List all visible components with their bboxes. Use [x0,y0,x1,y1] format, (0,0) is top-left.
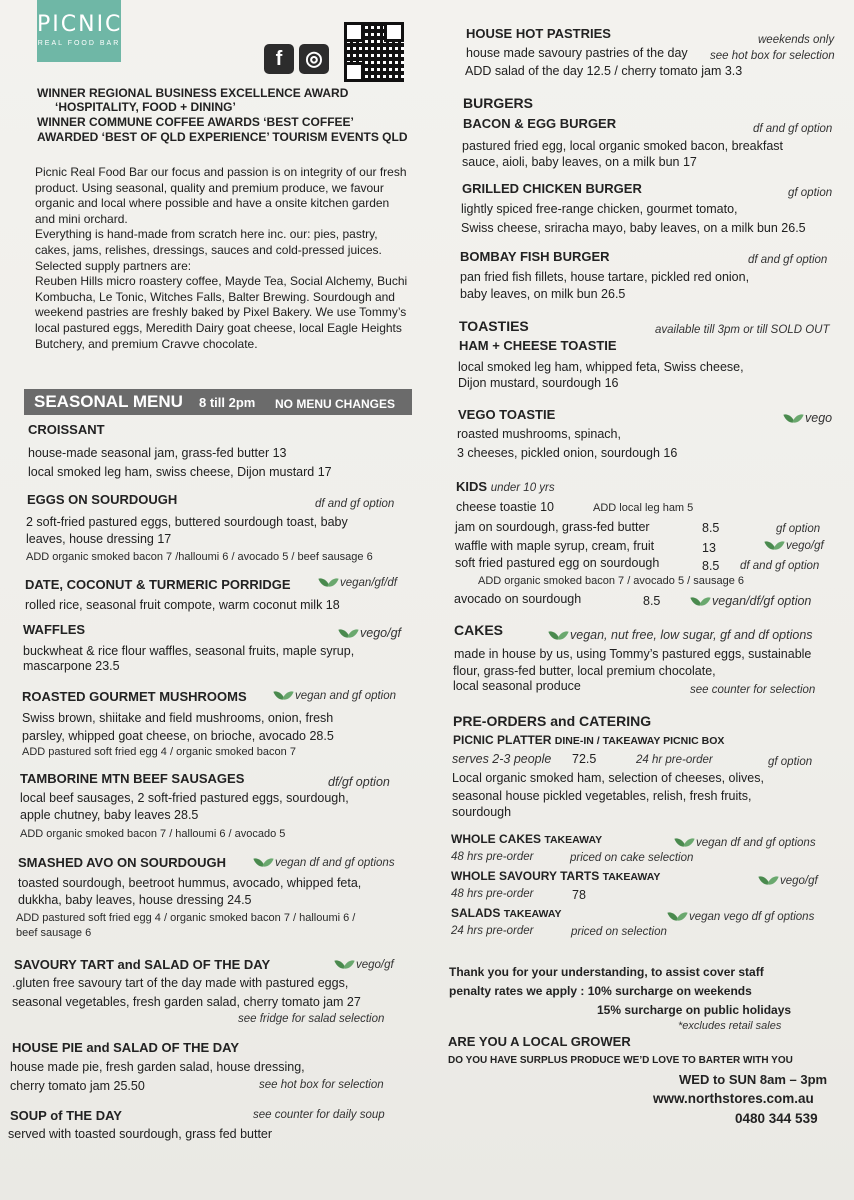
savoury-tarts-heading: WHOLE SAVOURY TARTS TAKEAWAY [451,869,661,883]
cakes-note: see counter for selection [690,684,816,696]
mushrooms-heading: ROASTED GOURMET MUSHROOMS [22,689,247,704]
chicken-burger-line-2: Swiss cheese, sriracha mayo, baby leaves, on a milk bun 26.5 [461,221,806,235]
kids-item-3-price: 13 [702,541,716,555]
porridge-heading: DATE, COCONUT & TURMERIC PORRIDGE [25,577,291,592]
notice-line-3: 15% surcharge on public holidays [597,1003,792,1017]
facebook-icon: f [264,44,294,74]
eggs-line-2: leaves, house dressing 17 [26,532,172,546]
logo-name: PICNIC [37,12,123,37]
tart-line-2: seasonal vegetables, fresh garden salad, cherry tomato jam 27 [12,995,361,1009]
kids-item-5-option: vegan/df/gf option [692,594,811,608]
vego-toastie-heading: VEGO TOASTIE [458,407,556,422]
fish-burger-heading: BOMBAY FISH BURGER [460,249,610,264]
croissant-heading: CROISSANT [28,422,105,437]
bacon-burger-heading: BACON & EGG BURGER [463,116,617,131]
savoury-tarts-price: 78 [572,888,586,902]
toasties-option: available till 3pm or till SOLD OUT [655,324,830,336]
porridge-option: vegan/gf/df [320,577,397,589]
avo-add-1: ADD pastured soft fried egg 4 / organic smoked bacon 7 / halloumi 6 / [16,912,356,924]
website-link[interactable]: www.northstores.com.au [653,1091,814,1106]
tart-line-1: .gluten free savoury tart of the day made with pastured eggs, [12,976,349,990]
whole-cakes-heading: WHOLE CAKES TAKEAWAY [451,832,603,846]
waffles-line-2: mascarpone 23.5 [23,659,120,673]
notice-line-4: *excludes retail sales [678,1020,782,1032]
salads-option: vegan vego df gf options [669,911,814,923]
croissant-line-1: house-made seasonal jam, grass-fed butter 13 [28,446,287,460]
cakes-line-2: flour, grass-fed butter, local premium chocolate, [453,664,716,678]
banner-hours: 8 till 2pm [199,395,256,410]
croissant-line-2: local smoked leg ham, swiss cheese, Dijon mustard 17 [28,465,332,479]
cakes-option: vegan, nut free, low sugar, gf and df options [550,628,813,642]
kids-item-2-option: gf option [776,523,821,535]
banner-note: NO MENU CHANGES [275,397,396,411]
waffles-option: vego/gf [340,626,401,640]
bacon-burger-line-2: sauce, aioli, baby leaves, on a milk bun 17 [462,155,697,169]
platter-line-2: seasonal house pickled vegetables, relish, fresh fruits, [452,789,752,803]
waffles-line-1: buckwheat & rice flour waffles, seasonal fruits, maple syrup, [23,644,355,658]
sausages-line-1: local beef sausages, 2 soft-fried pastured eggs, sourdough, [20,791,349,805]
cakes-heading: CAKES [454,622,504,638]
avo-heading: SMASHED AVO ON SOURDOUGH [18,855,227,870]
avo-option: vegan df and gf options [255,857,395,869]
platter-line-1: Local organic smoked ham, selection of cheeses, olives, [452,771,764,785]
burgers-heading: BURGERS [463,95,534,111]
eggs-option: df and gf option [315,498,395,510]
fish-burger-line-1: pan fried fish fillets, house tartare, pickled red onion, [460,270,750,284]
fish-burger-option: df and gf option [748,254,828,266]
tart-heading: SAVOURY TART and SALAD OF THE DAY [14,957,271,972]
chicken-burger-option: gf option [788,187,833,199]
tart-note: see fridge for salad selection [238,1013,385,1025]
grower-heading: ARE YOU A LOCAL GROWER [448,1034,631,1049]
kids-item-2-price: 8.5 [702,521,720,535]
soup-heading: SOUP of THE DAY [10,1108,122,1123]
award-1: WINNER REGIONAL BUSINESS EXCELLENCE AWARD [37,86,349,100]
pastries-option: weekends only [758,34,835,46]
avo-line-2: dukkha, baby leaves, house dressing 24.5 [18,893,252,907]
award-3: AWARDED ‘BEST OF QLD EXPERIENCE’ TOURISM EVENTS QLD [37,130,408,144]
salads-price: priced on selection [571,926,667,938]
platter-serves: serves 2-3 people [452,752,552,766]
platter-price: 72.5 [572,752,597,766]
whole-cakes-price: priced on cake selection [570,852,694,864]
kids-item-4-option: df and gf option [740,560,820,572]
award-2: WINNER COMMUNE COFFEE AWARDS ‘BEST COFFEE’ [37,115,354,129]
sausages-line-2: apple chutney, baby leaves 28.5 [20,808,199,822]
kids-item-2: jam on sourdough, grass-fed butter [455,520,650,534]
savoury-tarts-preorder: 48 hrs pre-order [451,888,534,900]
avo-add-2: beef sausage 6 [16,927,92,939]
porridge-line-1: rolled rice, seasonal fruit compote, warm coconut milk 18 [25,598,340,612]
qr-code-icon [344,22,404,82]
banner-title: SEASONAL MENU [34,392,183,411]
whole-cakes-preorder: 48 hrs pre-order [451,851,534,863]
pie-heading: HOUSE PIE and SALAD OF THE DAY [12,1040,240,1055]
preorders-heading: PRE-ORDERS and CATERING [453,713,652,729]
pastries-line-1: house made savoury pastries of the day [466,46,688,60]
notice-line-1: Thank you for your understanding, to assist cover staff [449,965,764,979]
bacon-burger-line-1: pastured fried egg, local organic smoked bacon, breakfast [462,139,784,153]
bacon-burger-option: df and gf option [753,123,833,135]
kids-item-4: soft fried pastured egg on sourdough [455,556,660,570]
eggs-heading: EGGS ON SOURDOUGH [27,492,178,507]
chicken-burger-line-1: lightly spiced free-range chicken, gourmet tomato, [461,202,738,216]
award-1b: ‘HOSPITALITY, FOOD + DINING’ [55,100,236,114]
ham-toastie-line-2: Dijon mustard, sourdough 16 [458,376,619,390]
mushrooms-option: vegan and gf option [275,690,396,702]
salads-preorder: 24 hrs pre-order [451,925,534,937]
grower-sub: DO YOU HAVE SURPLUS PRODUCE WE’D LOVE TO BARTER WITH YOU [448,1055,793,1066]
eggs-line-1: 2 soft-fried pastured eggs, buttered sourdough toast, baby [26,515,348,529]
vego-toastie-line-2: 3 cheeses, pickled onion, sourdough 16 [457,446,678,460]
sausages-heading: TAMBORINE MTN BEEF SAUSAGES [20,771,245,786]
notice-line-2: penalty rates we apply : 10% surcharge on weekends [449,984,752,998]
sausages-option: df/gf option [328,775,390,789]
salads-heading: SALADS TAKEAWAY [451,906,562,920]
ham-toastie-line-1: local smoked leg ham, whipped feta, Swiss cheese, [458,360,744,374]
toasties-heading: TOASTIES [459,318,529,334]
tart-option: vego/gf [336,959,394,971]
fish-burger-line-2: baby leaves, on milk bun 26.5 [460,287,626,301]
whole-cakes-option: vegan df and gf options [676,837,816,849]
soup-note: see counter for daily soup [253,1109,385,1121]
kids-add: ADD organic smoked bacon 7 / avocado 5 / sausage 6 [478,575,744,587]
phone-number[interactable]: 0480 344 539 [735,1111,818,1126]
pastries-heading: HOUSE HOT PASTRIES [466,26,611,41]
pie-line-2: cherry tomato jam 25.50 [10,1079,145,1093]
chicken-burger-heading: GRILLED CHICKEN BURGER [462,181,642,196]
soup-line-1: served with toasted sourdough, grass fed butter [8,1127,273,1141]
vego-toastie-option: vego [785,411,832,425]
pie-note: see hot box for selection [259,1079,384,1091]
seasonal-menu-banner [24,389,412,415]
kids-item-3: waffle with maple syrup, cream, fruit [455,539,655,553]
kids-item-5: avocado on sourdough [454,592,582,606]
mushrooms-add: ADD pastured soft fried egg 4 / organic smoked bacon 7 [22,746,296,758]
ham-toastie-heading: HAM + CHEESE TOASTIE [459,338,617,353]
mushrooms-line-2: parsley, whipped goat cheese, on brioche, avocado 28.5 [22,729,334,743]
platter-option: gf option [768,756,813,768]
pastries-line-2: ADD salad of the day 12.5 / cherry tomato jam 3.3 [465,64,743,78]
waffles-heading: WAFFLES [23,622,86,637]
eggs-add: ADD organic smoked bacon 7 /halloumi 6 / avocado 5 / beef sausage 6 [26,551,373,563]
kids-item-3-option: vego/gf [766,540,824,552]
cakes-line-1: made in house by us, using Tommy’s pastured eggs, sustainable [454,647,812,661]
vego-toastie-line-1: roasted mushrooms, spinach, [457,427,621,441]
pastries-note: see hot box for selection [710,50,835,62]
mushrooms-line-1: Swiss brown, shiitake and field mushrooms, onion, fresh [22,711,334,725]
kids-heading: KIDS under 10 yrs [456,479,555,494]
logo-subtitle: REAL FOOD BAR [37,40,121,47]
kids-item-1: cheese toastie 10 [456,500,554,514]
instagram-icon: ◎ [299,44,329,74]
intro-text: Picnic Real Food Bar our focus and passion is on integrity of our fresh product. Using seasonal, quality and premium produce, we favour organic and local where possible and have a onsite kitchen garden and mini orchard. Everything is hand-made from scratch here inc. our: pies, pastry, cakes, jams, relishes, dressings, sauces and cold-pressed juices. Selected supply partners are: Reuben Hills micro roastery coffee, Mayde Tea, Social Alchemy, Buchi Kombucha, Le Tonic, Witches Falls, Balter Brewing. Sourdough and weekend pastries are freshly baked by Pixel Bakery. We use Tommy’s local pastured eggs, Meredith Dairy goat cheese, local Eagle Heights Butchery, and premium Cravve chocolate. [35,165,408,351]
avo-line-1: toasted sourdough, beetroot hummus, avocado, whipped feta, [18,876,362,890]
platter-note: 24 hr pre-order [636,754,713,766]
kids-item-1-add: ADD local leg ham 5 [593,502,694,514]
picnic-logo [37,0,121,62]
platter-line-3: sourdough [452,805,512,819]
kids-item-5-price: 8.5 [643,594,661,608]
savoury-tarts-option: vego/gf [760,875,818,887]
pie-line-1: house made pie, fresh garden salad, house dressing, [10,1060,305,1074]
kids-item-4-price: 8.5 [702,559,720,573]
cakes-line-3: local seasonal produce [453,679,581,693]
opening-hours: WED to SUN 8am – 3pm [679,1072,828,1087]
sausages-add: ADD organic smoked bacon 7 / halloumi 6 / avocado 5 [20,828,286,840]
platter-heading: PICNIC PLATTER DINE-IN / TAKEAWAY PICNIC BOX [453,733,725,747]
